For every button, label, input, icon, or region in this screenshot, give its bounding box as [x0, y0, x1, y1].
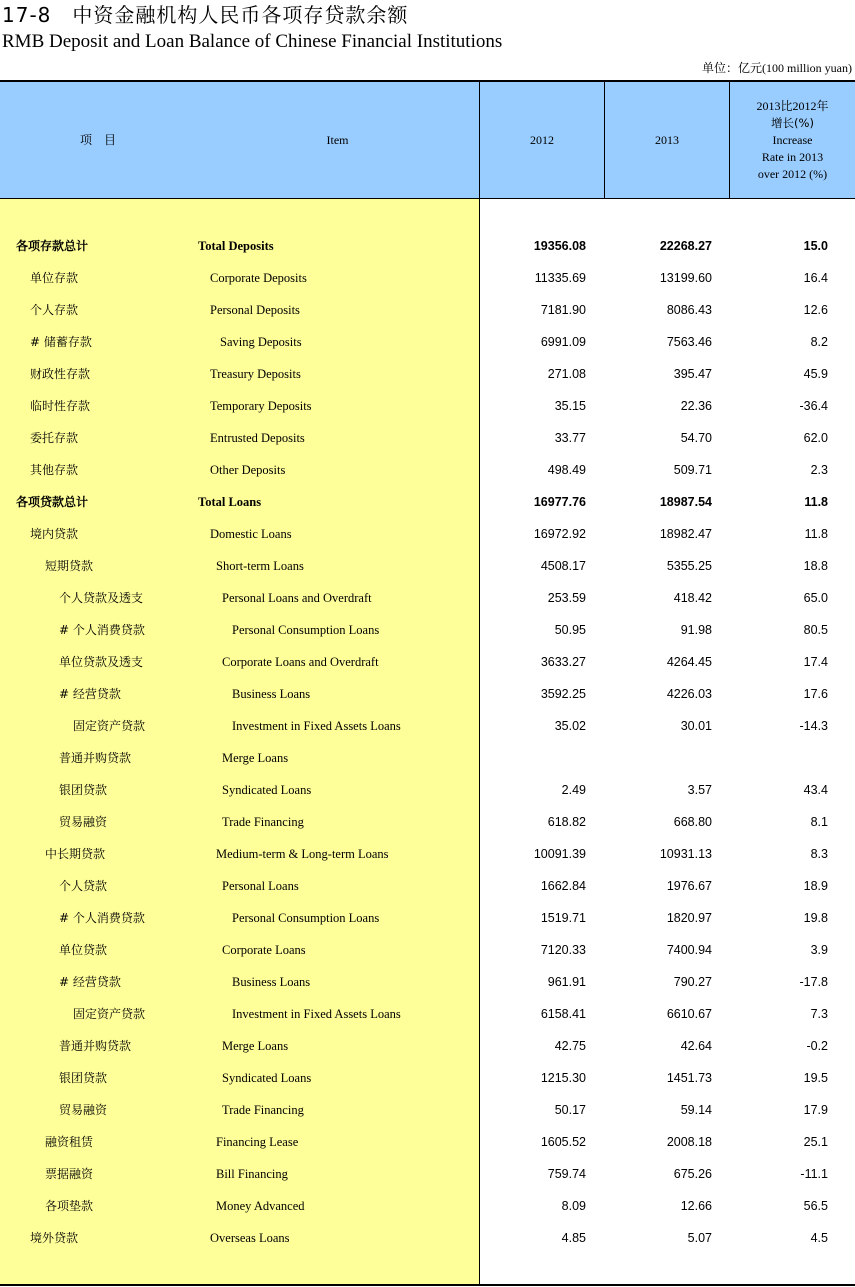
header-increase-line: Increase [772, 132, 813, 147]
value-2012: 4508.17 [540, 559, 586, 573]
value-2013: 1976.67 [666, 879, 712, 893]
value-2013: 1451.73 [666, 1071, 712, 1085]
row-label-cn: 贸易融资 [59, 1103, 108, 1117]
table-row [0, 582, 855, 614]
value-2012: 33.77 [554, 431, 586, 445]
column-divider [604, 82, 605, 199]
table-row [0, 518, 855, 550]
value-increase: 19.5 [803, 1071, 828, 1085]
header-increase [730, 82, 855, 198]
table-row [0, 1190, 855, 1222]
value-2012: 271.08 [547, 367, 586, 381]
value-2012: 8.09 [561, 1199, 586, 1213]
row-label-cn: 普通并购贷款 [59, 751, 132, 765]
row-label-cn: # 经营贷款 [59, 687, 121, 701]
value-2013: 675.26 [673, 1167, 712, 1181]
value-2012: 2.49 [561, 783, 586, 797]
table-row [0, 742, 855, 774]
row-label-cn: 各项垫款 [45, 1199, 94, 1213]
value-increase: 17.9 [803, 1103, 828, 1117]
value-2012: 3633.27 [540, 655, 586, 669]
row-label-cn: 银团贷款 [59, 1071, 108, 1085]
unit-label-cn: 单位：亿元 [701, 61, 762, 75]
value-2012: 498.49 [547, 463, 586, 477]
value-2012: 1215.30 [540, 1071, 586, 1085]
header-2012: 2012 [530, 132, 554, 147]
row-label-en: Trade Financing [222, 815, 304, 829]
table-row [0, 614, 855, 646]
table-row [0, 326, 855, 358]
table-row [0, 294, 855, 326]
value-2012: 35.15 [554, 399, 586, 413]
value-2012: 961.91 [547, 975, 586, 989]
value-increase: 11.8 [804, 495, 828, 509]
row-label-en: Temporary Deposits [210, 399, 312, 413]
row-label-cn: # 经营贷款 [59, 975, 121, 989]
row-label-cn: 固定资产贷款 [73, 719, 146, 733]
value-2013: 42.64 [680, 1039, 712, 1053]
row-label-en: Business Loans [232, 687, 311, 701]
value-2012: 16977.76 [533, 495, 586, 509]
row-label-cn: 各项贷款总计 [16, 495, 89, 509]
row-label-en: Investment in Fixed Assets Loans [232, 719, 401, 733]
value-2013: 418.42 [673, 591, 712, 605]
row-label-cn: 财政性存款 [30, 367, 91, 381]
value-increase: -14.3 [799, 719, 828, 733]
row-label-en: Personal Loans [222, 879, 299, 893]
row-label-en: Treasury Deposits [210, 367, 301, 381]
header-increase-line: over 2012 (%) [757, 166, 828, 181]
header-item-cn: 项 目 [79, 132, 116, 147]
row-label-cn: 银团贷款 [59, 783, 108, 797]
header-2013: 2013 [655, 132, 679, 147]
row-label-cn: 个人贷款 [59, 879, 108, 893]
row-label-en: Overseas Loans [210, 1231, 290, 1245]
value-increase: 16.4 [803, 271, 828, 285]
value-increase: 11.8 [804, 527, 828, 541]
row-label-en: Short-term Loans [216, 559, 304, 573]
value-2013: 13199.60 [659, 271, 712, 285]
header-item-en: Item [326, 132, 349, 147]
row-label-cn: 融资租赁 [45, 1135, 94, 1149]
value-2013: 7400.94 [666, 943, 712, 957]
value-2012: 1605.52 [540, 1135, 586, 1149]
value-increase: -36.4 [799, 399, 828, 413]
row-label-cn: 其他存款 [30, 463, 79, 477]
row-label-en: Saving Deposits [220, 335, 302, 349]
value-2012: 4.85 [561, 1231, 586, 1245]
value-increase: 12.6 [803, 303, 828, 317]
table-row [0, 550, 855, 582]
value-increase: 65.0 [803, 591, 828, 605]
value-increase: 15.0 [803, 239, 828, 253]
value-2012: 759.74 [547, 1167, 586, 1181]
value-increase: -11.1 [800, 1167, 828, 1181]
row-label-cn: 个人存款 [30, 303, 79, 317]
value-increase: 2.3 [810, 463, 828, 477]
value-2012: 7120.33 [540, 943, 586, 957]
row-label-cn: # 个人消费贷款 [59, 623, 145, 637]
value-increase: 17.6 [803, 687, 828, 701]
value-increase: 56.5 [803, 1199, 828, 1213]
value-2013: 1820.97 [666, 911, 712, 925]
value-increase: 25.1 [803, 1135, 828, 1149]
value-2013: 4264.45 [666, 655, 712, 669]
table-row [0, 454, 855, 486]
row-label-en: Syndicated Loans [222, 1071, 312, 1085]
row-label-en: Merge Loans [222, 751, 289, 765]
value-2013: 12.66 [680, 1199, 712, 1213]
row-label-en: Syndicated Loans [222, 783, 312, 797]
value-2013: 3.57 [687, 783, 712, 797]
value-2013: 395.47 [673, 367, 712, 381]
value-2012: 19356.08 [533, 239, 586, 253]
row-label-cn: 境内贷款 [30, 527, 79, 541]
table-row [0, 806, 855, 838]
row-label-en: Money Advanced [216, 1199, 305, 1213]
row-label-en: Investment in Fixed Assets Loans [232, 1007, 401, 1021]
value-increase: 3.9 [810, 943, 828, 957]
value-increase: 45.9 [803, 367, 828, 381]
value-increase: 8.3 [810, 847, 828, 861]
unit-label-en: (100 million yuan) [762, 61, 852, 75]
value-2013: 22268.27 [659, 239, 712, 253]
value-2012: 10091.39 [533, 847, 586, 861]
row-label-cn: 单位贷款 [59, 943, 108, 957]
value-increase: 62.0 [803, 431, 828, 445]
value-2012: 1519.71 [540, 911, 586, 925]
table-row [0, 230, 855, 262]
value-2012: 11335.69 [534, 271, 586, 285]
row-label-en: Personal Consumption Loans [232, 623, 380, 637]
header-increase-line: Rate in 2013 [761, 149, 824, 164]
value-2013: 509.71 [673, 463, 712, 477]
value-2013: 10931.13 [659, 847, 712, 861]
row-label-en: Total Deposits [198, 239, 274, 253]
value-2013: 91.98 [680, 623, 712, 637]
row-label-en: Trade Financing [222, 1103, 304, 1117]
value-increase: 4.5 [810, 1231, 828, 1245]
row-label-en: Personal Deposits [210, 303, 300, 317]
row-label-en: Financing Lease [216, 1135, 299, 1149]
table-row [0, 262, 855, 294]
value-increase: 17.4 [803, 655, 828, 669]
value-2013: 22.36 [680, 399, 712, 413]
value-2013: 5.07 [687, 1231, 712, 1245]
table-row [0, 1062, 855, 1094]
table-row [0, 1222, 855, 1254]
value-2012: 6158.41 [540, 1007, 586, 1021]
value-2013: 5355.25 [666, 559, 712, 573]
page-title-english: RMB Deposit and Loan Balance of Chinese Financial Institutions [2, 31, 503, 52]
row-label-en: Entrusted Deposits [210, 431, 305, 445]
value-2012: 16972.92 [533, 527, 586, 541]
table-bottom-rule [0, 1284, 855, 1286]
value-2013: 18982.47 [659, 527, 712, 541]
value-2012: 618.82 [547, 815, 586, 829]
table-row [0, 998, 855, 1030]
unit-label [702, 60, 852, 76]
row-label-cn: 票据融资 [45, 1167, 94, 1181]
table-row [0, 1158, 855, 1190]
table-header [0, 82, 855, 199]
value-2012: 50.95 [554, 623, 586, 637]
row-label-cn: 普通并购贷款 [59, 1039, 132, 1053]
value-2013: 59.14 [680, 1103, 712, 1117]
row-label-cn: 境外贷款 [30, 1231, 79, 1245]
value-2012: 253.59 [547, 591, 586, 605]
value-2013: 668.80 [673, 815, 712, 829]
value-2012: 7181.90 [540, 303, 586, 317]
table-row [0, 390, 855, 422]
value-2012: 6991.09 [540, 335, 586, 349]
value-2013: 790.27 [673, 975, 712, 989]
table-row [0, 838, 855, 870]
table-row [0, 966, 855, 998]
row-label-cn: 固定资产贷款 [73, 1007, 146, 1021]
table-row [0, 646, 855, 678]
row-label-cn: 单位存款 [30, 271, 79, 285]
row-label-cn: 临时性存款 [30, 399, 91, 413]
row-label-en: Personal Consumption Loans [232, 911, 380, 925]
row-label-en: Corporate Loans [222, 943, 306, 957]
value-2013: 30.01 [680, 719, 712, 733]
row-label-cn: 委托存款 [30, 431, 79, 445]
row-label-en: Merge Loans [222, 1039, 289, 1053]
row-label-en: Corporate Deposits [210, 271, 307, 285]
value-2013: 18987.54 [659, 495, 712, 509]
value-2013: 2008.18 [666, 1135, 712, 1149]
row-label-cn: # 储蓄存款 [30, 335, 92, 349]
value-2013: 8086.43 [666, 303, 712, 317]
table-row [0, 422, 855, 454]
value-increase: 19.8 [803, 911, 828, 925]
column-divider [729, 82, 730, 199]
value-increase: 18.8 [803, 559, 828, 573]
table-row [0, 1126, 855, 1158]
header-increase-line: 2013比2012年 [756, 98, 829, 113]
header-increase-line: 增长(%) [771, 115, 814, 130]
row-label-en: Personal Loans and Overdraft [222, 591, 372, 605]
table-row [0, 934, 855, 966]
value-increase: -17.8 [799, 975, 828, 989]
row-label-cn: 短期贷款 [45, 559, 94, 573]
value-increase: 80.5 [803, 623, 828, 637]
value-2012: 42.75 [554, 1039, 586, 1053]
value-2013: 7563.46 [666, 335, 712, 349]
value-2012: 3592.25 [540, 687, 586, 701]
table-row [0, 902, 855, 934]
row-label-en: Medium-term & Long-term Loans [216, 847, 389, 861]
row-label-cn: 各项存款总计 [16, 239, 89, 253]
row-label-en: Business Loans [232, 975, 311, 989]
table-row [0, 710, 855, 742]
value-increase: 7.3 [810, 1007, 828, 1021]
value-2012: 50.17 [554, 1103, 586, 1117]
row-label-en: Domestic Loans [210, 527, 292, 541]
table-row [0, 1094, 855, 1126]
value-increase: 8.1 [810, 815, 828, 829]
table-row [0, 1030, 855, 1062]
value-increase: -0.2 [806, 1039, 828, 1053]
row-label-cn: 个人贷款及透支 [59, 591, 144, 605]
table-row [0, 774, 855, 806]
row-label-en: Corporate Loans and Overdraft [222, 655, 379, 669]
row-label-cn: 中长期贷款 [45, 847, 106, 861]
value-increase: 8.2 [810, 335, 828, 349]
table-row [0, 870, 855, 902]
row-label-cn: 贸易融资 [59, 815, 108, 829]
table-row [0, 678, 855, 710]
page-title-chinese: 17-8 中资金融机构人民币各项存贷款余额 [2, 3, 409, 27]
row-label-en: Other Deposits [210, 463, 286, 477]
value-increase: 43.4 [803, 783, 828, 797]
row-label-en: Bill Financing [216, 1167, 288, 1181]
table-row [0, 358, 855, 390]
row-label-en: Total Loans [198, 495, 262, 509]
row-label-cn: 单位贷款及透支 [59, 655, 144, 669]
value-increase: 18.9 [803, 879, 828, 893]
value-2013: 6610.67 [666, 1007, 712, 1021]
value-2012: 35.02 [554, 719, 586, 733]
value-2012: 1662.84 [540, 879, 586, 893]
row-label-cn: # 个人消费贷款 [59, 911, 145, 925]
value-2013: 54.70 [680, 431, 712, 445]
value-2013: 4226.03 [666, 687, 712, 701]
table-row [0, 486, 855, 518]
